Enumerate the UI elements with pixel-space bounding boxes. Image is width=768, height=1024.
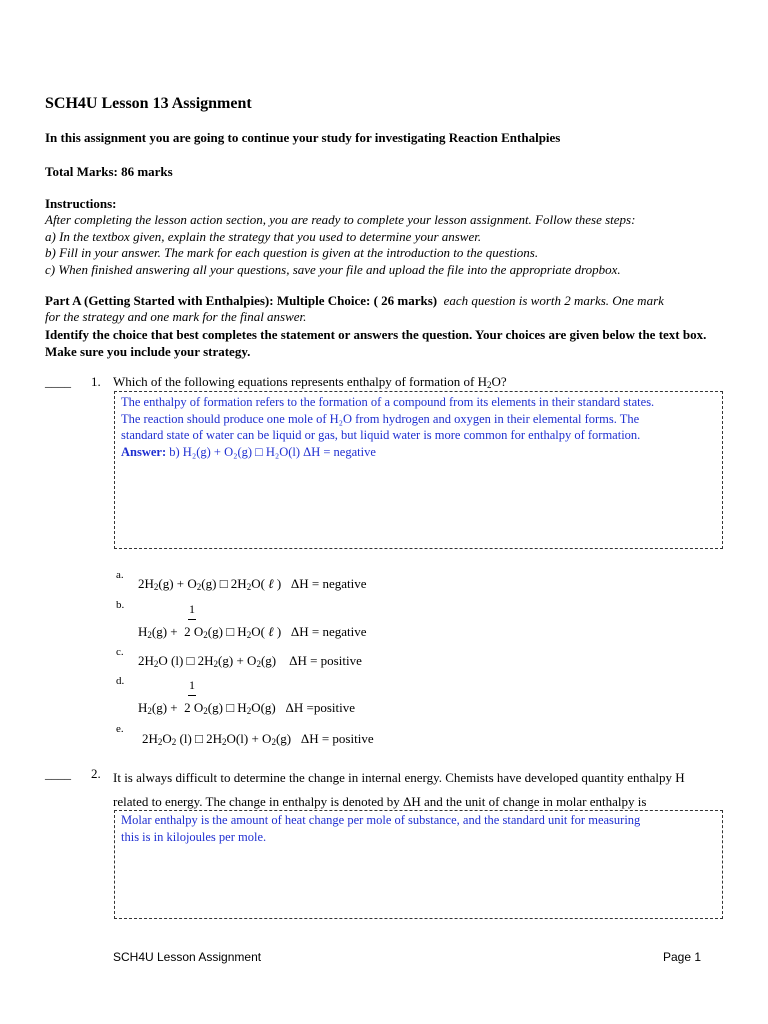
strategy-textbox[interactable] (114, 391, 723, 549)
option-letter-d: d. (116, 675, 125, 687)
instruction-line: a) In the textbox given, explain the strategy that you used to determine your answer. (45, 228, 482, 244)
fraction-bar (188, 619, 196, 620)
option-letter-a: a. (116, 569, 124, 581)
instructions-heading: Instructions: (45, 196, 117, 211)
page-title: SCH4U Lesson 13 Assignment (45, 95, 252, 112)
option-a[interactable]: $2H_2(g) + O_2(g)$ □ $2H_2O$( ℓ ) ΔH = negative (138, 576, 367, 592)
instruction-line: After completing the lesson action section, you are ready to complete your lesson assignment. Follow these steps: (45, 212, 636, 227)
instruction-line: b) Fill in your answer. The mark for each question is given at the introduction to the questions. (45, 245, 539, 260)
fraction-numerator: 1 (189, 678, 195, 692)
part-a-directions: Identify the choice that best completes the statement or answers the question. Your choices are given below the text box. Make sure you include your strategy. (45, 327, 707, 359)
answer-line: The reaction should produce one mole of H₂O from hydrogen and oxygen in their elemental forms. The (121, 411, 640, 426)
part-a-title: Part A (Getting Started with Enthalpies): Multiple Choice: ( 26 marks) (45, 293, 438, 308)
instruction-line: c) When finished answering all your questions, save your file and upload the file into the appropriate dropbox. (45, 261, 621, 277)
option-d[interactable]: $H_2(g) + 2$ $O_2(g)$ □ $H_2O(g)$ ΔH =positive (138, 700, 355, 716)
footer-title: SCH4U Lesson Assignment (113, 950, 262, 964)
option-letter-c: c. (116, 646, 124, 658)
fraction-bar (188, 695, 196, 696)
option-letter-e: e. (116, 723, 124, 735)
fraction-denominator: 2 (184, 700, 191, 715)
fraction-numerator: 1 (189, 602, 195, 616)
option-b[interactable]: $H_2(g) + 2$ $O_2(g)$ □ $H_2O$( ℓ ) ΔH = negative (138, 624, 367, 640)
part-a-marks-note-2: for the strategy and one mark for the final answer. (45, 309, 307, 324)
final-answer (121, 444, 716, 461)
question-number: 2. (91, 766, 101, 781)
answer-line: standard state of water can be liquid or gas, but liquid water is more common for enthalpy of formation. (121, 428, 641, 442)
instructions-list (45, 212, 725, 278)
answer-value: b) H₂(g) + O₂(g) □ H₂O(l) ΔH = negative (169, 444, 376, 459)
answer-blank[interactable]: ____ (45, 766, 71, 781)
strategy-textbox[interactable] (114, 810, 723, 919)
assignment-intro: In this assignment you are going to continue your study for investigating Reaction Enthalpies (45, 130, 561, 145)
question-text-line: related to energy. The change in enthalpy is denoted by ΔH and the unit of change in molar enthalpy is (113, 794, 647, 809)
option-c[interactable]: $2H_2O$ (l) □ $2H_2(g) + O_2(g)$ ΔH = positive (138, 653, 362, 669)
total-marks: Total Marks: 86 marks (45, 164, 173, 179)
answer-label: Answer: (121, 444, 167, 459)
question-text (113, 766, 733, 814)
answer-line: Molar enthalpy is the amount of heat change per mole of substance, and the standard unit for measuring (121, 813, 641, 827)
answer-line: The enthalpy of formation refers to the formation of a compound from its elements in their standard states. (121, 395, 655, 409)
fraction-denominator: 2 (184, 624, 191, 639)
page-number: Page 1 (663, 950, 702, 964)
question-text: Which of the following equations represents enthalpy of formation of $H_2O$? (113, 374, 507, 390)
option-e[interactable]: $2H_2O_2$ (l) □ $2H_2O(l) + O_2(g) \Delta H$ = positive (142, 731, 374, 747)
answer-line: this is in kilojoules per mole. (121, 829, 267, 844)
question-text-line: It is always difficult to determine the change in internal energy. Chemists have developed quantity enthalpy H (113, 770, 685, 785)
question-number: 1. (91, 374, 101, 389)
part-a-heading (45, 293, 735, 325)
answer-blank[interactable]: ____ (45, 374, 71, 389)
part-a-marks-note: each question is worth 2 marks. One mark (443, 293, 664, 308)
option-letter-b: b. (116, 599, 125, 611)
